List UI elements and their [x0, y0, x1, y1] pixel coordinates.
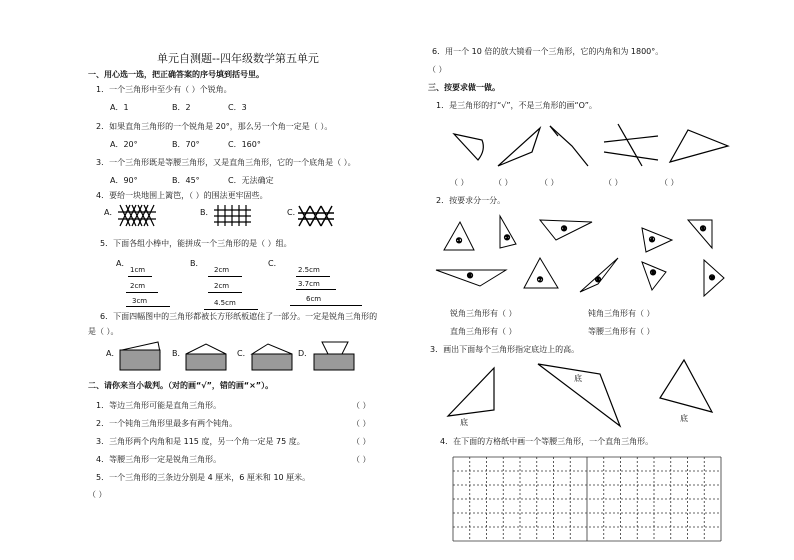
p3-base-label-1: 底: [460, 418, 468, 427]
stick-b1: [208, 276, 242, 277]
judge-2: 2．一个钝角三角形里最多有两个钝角。: [96, 419, 238, 428]
question-4: 4．要给一块地围上篱笆，（ ）的围法更牢固些。: [96, 191, 268, 200]
stick-b3: [204, 309, 258, 310]
fence-c-figure: [298, 204, 338, 228]
p1-answer-4[interactable]: （ ）: [604, 178, 623, 187]
fence-a-figure: [118, 204, 158, 228]
grid-paper[interactable]: [452, 456, 722, 542]
q6-option-b: B．: [172, 349, 186, 358]
stick-a3: [126, 306, 170, 307]
q2-option-a: A．20°: [110, 140, 138, 149]
question-6-line2: 是（ ）。: [88, 327, 119, 336]
stick-a2-label: 2cm: [130, 282, 146, 290]
sort-isosceles: 等腰三角形有（ ）: [588, 327, 655, 336]
problem-3: 3．画出下面每个三角形指定底边上的高。: [430, 345, 580, 354]
q5-option-b: B．: [190, 259, 204, 268]
p1-answer-3[interactable]: （ ）: [540, 178, 559, 187]
question-3: 3．一个三角形既是等腰三角形，又是直角三角形，它的一个底角是（ ）。: [96, 158, 356, 167]
triangle-9-label: ⑨: [649, 269, 657, 277]
section-2-heading: 二、请你来当小裁判。（对的画“√”，错的画“×”）。: [88, 381, 274, 390]
covered-triangle-d: [312, 340, 358, 370]
p1-answer-5[interactable]: （ ）: [660, 178, 679, 187]
judge-2-answer[interactable]: （ ）: [352, 419, 371, 428]
p1-figure-2: [496, 126, 546, 170]
problem-1: 1．是三角形的打“√”，不是三角形的画“O”。: [436, 101, 597, 110]
stick-c1: [296, 276, 330, 277]
triangle-10-label: ⑩: [708, 274, 716, 282]
q6-option-a: A．: [106, 349, 120, 358]
sort-right: 直角三角形有（ ）: [450, 327, 517, 336]
fence-b-figure: [214, 204, 254, 228]
stick-a1-label: 1cm: [130, 266, 146, 274]
sort-acute: 锐角三角形有（ ）: [450, 309, 517, 318]
section-3-heading: 三、按要求做一做。: [428, 83, 500, 92]
judge-5: 5．一个三角形的三条边分别是 4 厘米，6 厘米和 10 厘米。: [96, 473, 311, 482]
q5-option-a: A．: [116, 259, 130, 268]
p1-figure-4: [602, 122, 660, 168]
judge-6-answer[interactable]: （ ）: [428, 65, 447, 74]
judge-1-answer[interactable]: （ ）: [352, 401, 371, 410]
q1-option-a: A．1: [110, 103, 129, 112]
question-2: 2．如果直角三角形的一个锐角是 20°，那么另一个角一定是（ ）。: [96, 122, 333, 131]
q5-option-c: C．: [268, 259, 282, 268]
triangle-7-label: ⑦: [536, 276, 544, 284]
q4-option-a: A．: [104, 208, 118, 217]
stick-b3-label: 4.5cm: [214, 299, 236, 307]
problem-4: 4．在下面的方格纸中画一个等腰三角形，一个直角三角形。: [440, 437, 654, 446]
page-title: 单元自测题--四年级数学第五单元: [157, 52, 319, 65]
q3-option-b: B．45°: [172, 176, 200, 185]
p3-base-label-2: 底: [574, 374, 582, 383]
stick-c2-label: 3.7cm: [298, 280, 320, 288]
p3-base-label-3: 底: [680, 414, 688, 423]
triangle-2-label: ②: [503, 234, 511, 242]
p1-answer-2[interactable]: （ ）: [494, 178, 513, 187]
judge-3-answer[interactable]: （ ）: [352, 437, 371, 446]
covered-triangle-a: [118, 342, 164, 372]
p1-answer-1[interactable]: （ ）: [450, 178, 469, 187]
triangle-5-label: ⑤: [699, 225, 707, 233]
q1-option-c: C．3: [228, 103, 247, 112]
stick-b2-label: 2cm: [214, 282, 230, 290]
stick-a1: [128, 276, 152, 277]
p1-figure-5: [668, 128, 732, 168]
question-5: 5．下面各组小棒中，能拼成一个三角形的是（ ）组。: [100, 239, 292, 248]
question-1: 1．一个三角形中至少有（ ）个锐角。: [96, 85, 232, 94]
q3-option-c: C．无法确定: [228, 176, 274, 185]
p3-triangle-1: [446, 364, 502, 426]
section-1-heading: 一、用心选一选，把正确答案的序号填到括号里。: [88, 70, 264, 79]
p3-triangle-3: [658, 358, 716, 414]
p3-triangle-2: [534, 360, 626, 430]
triangle-8-label: ⑧: [594, 276, 602, 284]
judge-3: 3．三角形两个内角和是 115 度，另一个角一定是 75 度。: [96, 437, 305, 446]
stick-a2: [126, 292, 158, 293]
q1-option-b: B．2: [172, 103, 191, 112]
q2-option-c: C．160°: [228, 140, 261, 149]
p2-triangles: [434, 212, 734, 302]
q4-option-b: B．: [200, 208, 214, 217]
stick-a3-label: 3cm: [132, 297, 148, 305]
triangle-1-label: ①: [455, 237, 463, 245]
judge-6: 6．用一个 10 倍的放大镜看一个三角形，它的内角和为 1800°。: [432, 47, 664, 56]
judge-4-answer[interactable]: （ ）: [352, 455, 371, 464]
q2-option-b: B．70°: [172, 140, 200, 149]
sort-obtuse: 钝角三角形有（ ）: [588, 309, 655, 318]
question-6-line1: 6．下面四幅图中的三角形都被长方形纸板遮住了一部分。一定是锐角三角形的: [100, 312, 378, 321]
p1-figure-3: [548, 124, 590, 170]
judge-5-answer[interactable]: （ ）: [88, 490, 107, 499]
judge-4: 4．等腰三角形一定是锐角三角形。: [96, 455, 222, 464]
stick-c3: [290, 305, 362, 306]
covered-triangle-c: [250, 342, 296, 372]
q3-option-a: A．90°: [110, 176, 138, 185]
stick-c3-label: 6cm: [306, 295, 322, 303]
triangle-4-label: ④: [648, 236, 656, 244]
stick-c2: [296, 289, 336, 290]
p1-figure-1: [452, 130, 492, 164]
triangle-3-label: ③: [560, 225, 568, 233]
triangle-6-label: ⑥: [466, 272, 474, 280]
stick-b1-label: 2cm: [214, 266, 230, 274]
q6-option-d: D．: [298, 349, 313, 358]
covered-triangle-b: [184, 342, 230, 372]
problem-2: 2．按要求分一分。: [436, 196, 506, 205]
stick-c1-label: 2.5cm: [298, 266, 320, 274]
stick-b2: [208, 292, 242, 293]
judge-1: 1．等边三角形可能是直角三角形。: [96, 401, 222, 410]
q4-option-c: C．: [287, 208, 301, 217]
q6-option-c: C．: [237, 349, 251, 358]
